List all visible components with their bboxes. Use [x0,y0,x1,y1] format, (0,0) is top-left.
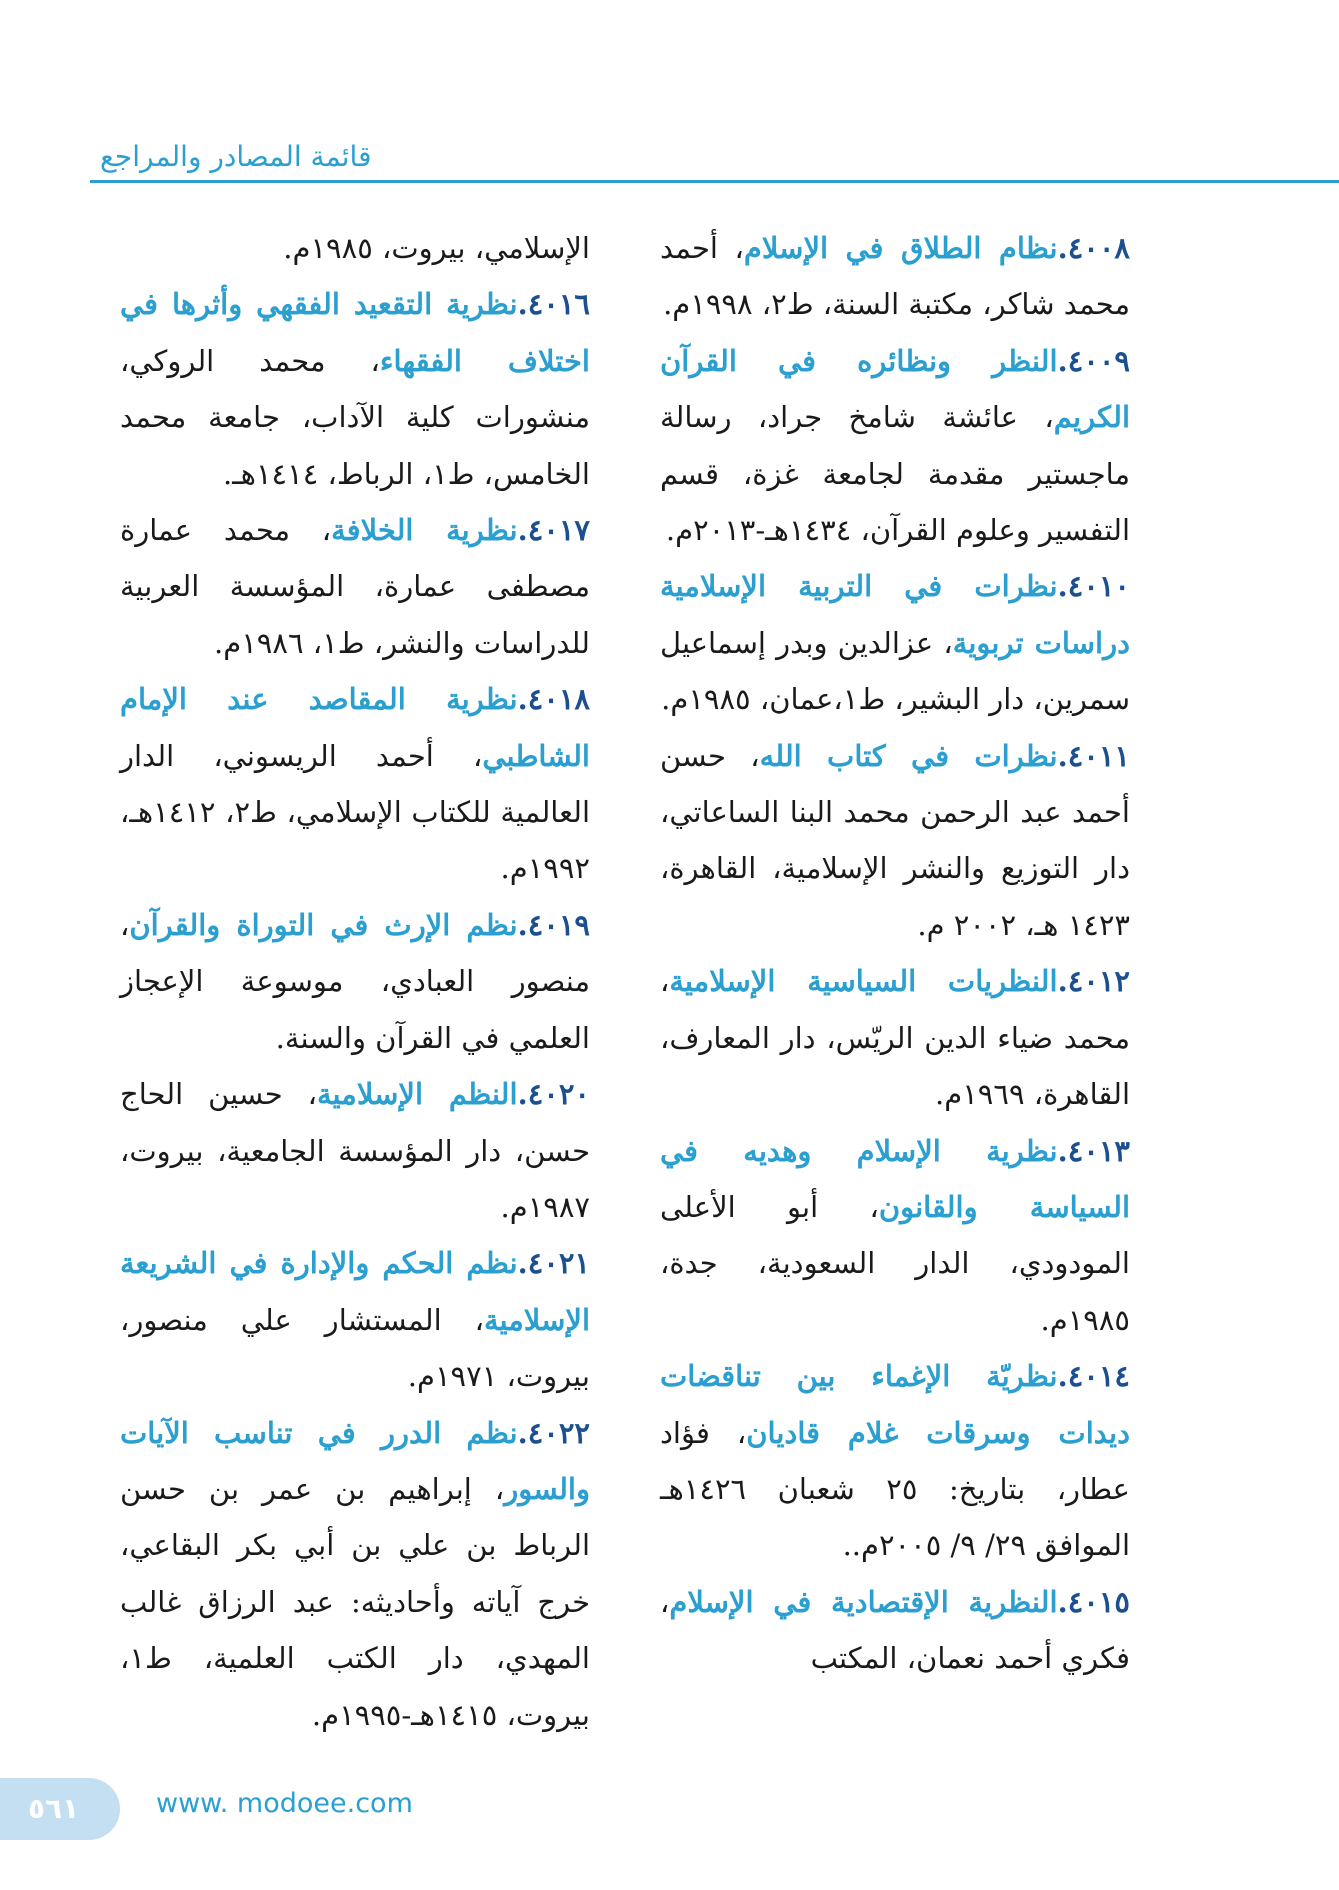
page-number-badge [0,1778,120,1840]
entry-number: ٤٠٢٢. [517,1415,590,1450]
entry-title: نظام الطلاق في الإسلام [743,231,1058,265]
entry [120,502,590,671]
entry [660,1348,1130,1574]
entry-title: نظم الحكم والإدارة في الشريعة الإسلامية [120,1246,590,1337]
entry-body: ، محمد ضياء الدين الريّس، دار المعارف، القاهرة، ١٩٦٩م. [660,964,1130,1112]
running-header-title: قائمة المصادر والمراجع [100,140,372,173]
entry-title: نظرات في كتاب الله [759,738,1058,773]
page-number: ٥٦١ [28,1792,80,1825]
entry-title: نظم الدرر في تناسب الآيات والسور [120,1415,590,1506]
entry-number: ٤٠٠٨. [1057,231,1130,265]
entry-number: ٤٠١٩. [517,907,590,942]
entry-number: ٤٠١٢. [1057,964,1130,999]
entry [660,220,1130,333]
entry-number: ٤٠١٥. [1057,1584,1130,1619]
entry-continuation [120,220,590,276]
entry-title: نظريّة الإغماء بين تناقضات ديدات وسرقات غلام قاديان [660,1359,1130,1450]
entry-body: ، حسين الحاج حسن، دار المؤسسة الجامعية، بيروت، ١٩٨٧م. [120,1077,590,1224]
entry-title: نظرية الإسلام وهديه في السياسة والقانون [660,1133,1130,1224]
entry [660,728,1130,954]
entry-body: ، فكري أحمد نعمان، المكتب [660,1584,1130,1676]
entry [120,1405,590,1743]
entry-title: نظرية التقعيد الفقهي وأثرها في اختلاف الفقهاء [120,287,590,378]
entry-body: ، حسن أحمد عبد الرحمن محمد البنا الساعاتي، دار التوزيع والنشر الإسلامية، القاهرة، ١٤٢٣ هـ، ٢٠٠٢ م. [660,738,1130,942]
entry-body: الإسلامي، بيروت، ١٩٨٥م. [283,231,590,265]
entry-number: ٤٠١١. [1057,738,1131,773]
entry [660,558,1130,727]
entry-number: ٤٠٢٠. [517,1077,590,1112]
entry-title: النظم الإسلامية [317,1077,518,1112]
entry-body: ، أبو الأعلى المودودي، الدار السعودية، جدة، ١٩٨٥م. [660,1189,1130,1337]
entry-number: ٤٠٠٩. [1057,343,1130,378]
entry-body: ، إبراهيم بن عمر بن حسن الرباط بن علي بن أبي بكر البقاعي، خرج آياته وأحاديثه: عبد الرزاق غالب المهدي، دار الكتب العلمية، ط١، بيروت، ١٤١٥هـ-١٩٩٥م. [120,1471,590,1732]
entry-title: نظرات في التربية الإسلامية دراسات تربوية [660,569,1130,660]
entry-title: النظر ونظائره في القرآن الكريم [660,343,1130,435]
website-link[interactable]: www. modoee.com [156,1788,413,1819]
entry-title: نظرية المقاصد عند الإمام الشاطبي [120,682,590,773]
entry-title: نظرية الخلافة [331,513,518,548]
entry [120,1235,590,1404]
running-header [0,130,1339,190]
entry-number: ٤٠١٦. [517,287,590,322]
entry-number: ٤٠٢١. [517,1246,590,1281]
entry-body: ، المستشار علي منصور، بيروت، ١٩٧١م. [120,1302,590,1394]
entry-body: ، محمد عمارة مصطفى عمارة، المؤسسة العربية للدراسات والنشر، ط١، ١٩٨٦م. [120,513,590,660]
entry-body: ، منصور العبادي، موسوعة الإعجاز العلمي في القرآن والسنة. [120,907,590,1055]
right-column [660,220,1130,1687]
entry [660,333,1130,559]
entry [660,953,1130,1122]
entry-number: ٤٠١٤. [1057,1359,1130,1394]
entry-body: ، عزالدين وبدر إسماعيل سمرين، دار البشير، ط١،عمان، ١٩٨٥م. [660,625,1130,717]
entry-title: نظم الإرث في التوراة والقرآن [129,907,518,942]
entry-number: ٤٠١٨. [517,682,590,717]
entry-body: ، عائشة شامخ جراد، رسالة ماجستير مقدمة لجامعة غزة، قسم التفسير وعلوم القرآن، ١٤٣٤هـ-٢٠١٣م. [660,400,1130,548]
entry [120,1066,590,1235]
entry-body: ، فؤاد عطار، بتاريخ: ٢٥ شعبان ١٤٢٦هـ الموافق ٢٩/ ٩/ ٢٠٠٥م.. [660,1415,1130,1563]
entry-body: ، أحمد الريسوني، الدار العالمية للكتاب الإسلامي، ط٢، ١٤١٢هـ، ١٩٩٢م. [120,738,590,886]
entry [120,897,590,1066]
entry-number: ٤٠١٠. [1057,569,1130,604]
entry-body: ، أحمد محمد شاكر، مكتبة السنة، ط٢، ١٩٩٨م. [660,231,1130,322]
left-column [120,220,590,1743]
entry-title: النظريات السياسية الإسلامية [669,964,1058,999]
entry [660,1574,1130,1687]
entry-number: ٤٠١٣. [1057,1133,1130,1168]
entry [660,1123,1130,1349]
entry-body: ، محمد الروكي، منشورات كلية الآداب، جامعة محمد الخامس، ط١، الرباط، ١٤١٤هـ. [120,343,590,491]
entry [120,671,590,897]
entry-title: النظرية الإقتصادية في الإسلام [669,1584,1058,1619]
entry [120,276,590,502]
entry-number: ٤٠١٧. [517,513,590,548]
header-rule [90,180,1339,183]
